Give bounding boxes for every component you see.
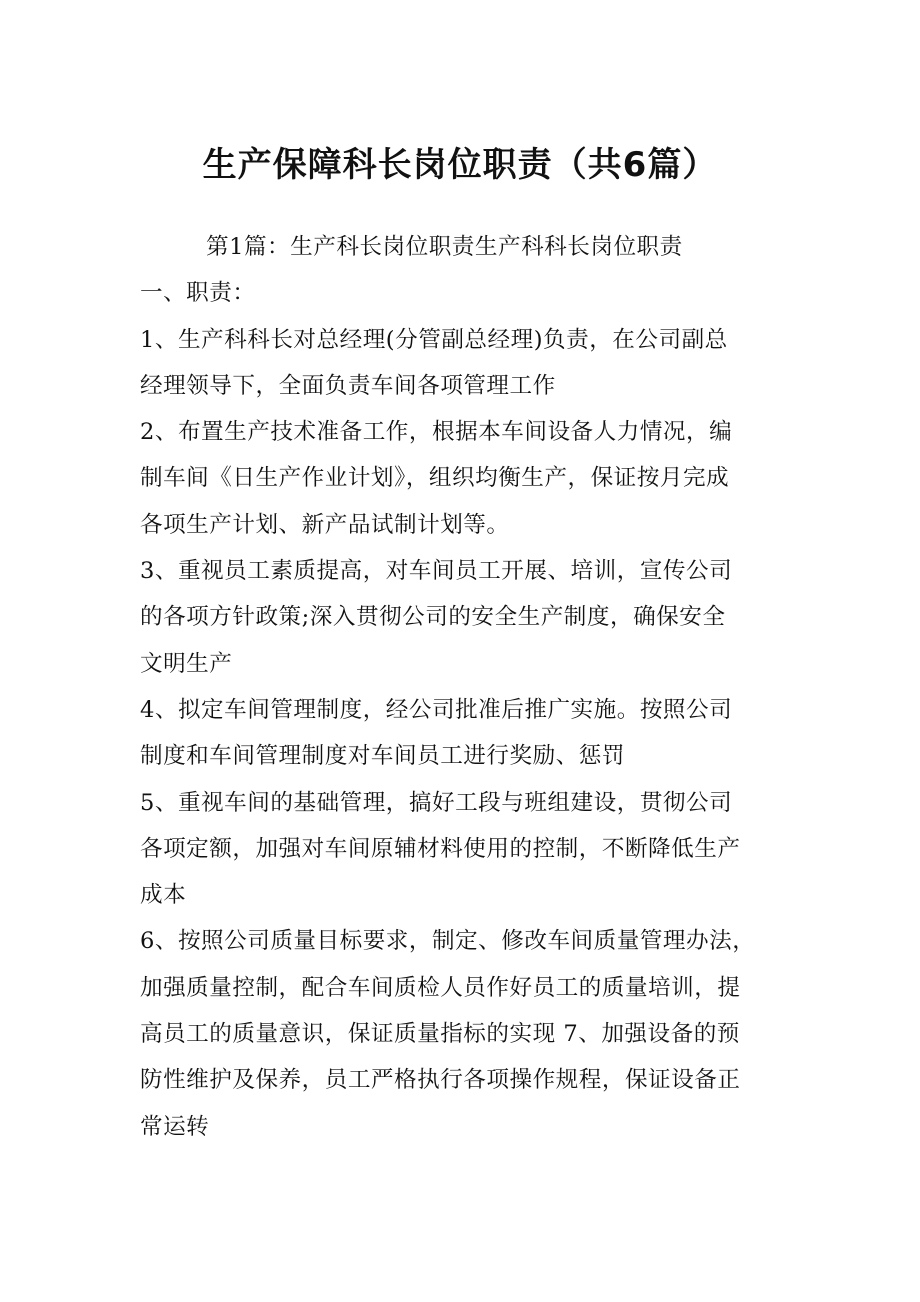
paragraph-line: 高员工的质量意识，保证质量指标的实现 7、加强设备的预 xyxy=(140,1021,740,1048)
paragraph-line: 2、布置生产技术准备工作，根据本车间设备人力情况，编 xyxy=(140,419,733,446)
paragraph-line: 的各项方针政策;深入贯彻公司的安全生产制度，确保安全 xyxy=(140,604,726,631)
paragraph-line: 常运转 xyxy=(140,1113,210,1140)
paragraph-line: 加强质量控制，配合车间质检人员作好员工的质量培训，提 xyxy=(140,974,741,1001)
paragraph-line: 一、职责： xyxy=(140,280,256,307)
document-body xyxy=(140,224,780,1150)
paragraph-line: 制车间《日生产作业计划》，组织均衡生产，保证按月完成 xyxy=(140,465,730,492)
paragraph-line: 成本 xyxy=(140,882,187,909)
document-title: 生产保障科长岗位职责（共6篇） xyxy=(202,145,718,185)
paragraph-line: 各项生产计划、新产品试制计划等。 xyxy=(140,511,510,538)
paragraph-line: 3、重视员工素质提高，对车间员工开展、培训，宣传公司 xyxy=(140,558,733,585)
paragraph-line: 6、按照公司质量目标要求，制定、修改车间质量管理办法， xyxy=(140,928,756,955)
paragraph-line: 防性维护及保养，员工严格执行各项操作规程，保证设备正 xyxy=(140,1067,741,1094)
paragraph-line: 文明生产 xyxy=(140,650,233,677)
paragraph-line: 1、生产科科长对总经理(分管副总经理)负责，在公司副总 xyxy=(140,326,728,353)
paragraph-line: 各项定额，加强对车间原辅材料使用的控制，不断降低生产 xyxy=(140,835,741,862)
section-heading-line: 第1篇：生产科长岗位职责生产科科长岗位职责 xyxy=(206,234,683,260)
paragraph-line: 制度和车间管理制度对车间员工进行奖励、惩罚 xyxy=(140,743,625,770)
paragraph-line: 5、重视车间的基础管理，搞好工段与班组建设，贯彻公司 xyxy=(140,789,733,816)
paragraph-line: 4、拟定车间管理制度，经公司批准后推广实施。按照公司 xyxy=(140,696,733,723)
paragraph-line: 经理领导下，全面负责车间各项管理工作 xyxy=(140,372,556,399)
